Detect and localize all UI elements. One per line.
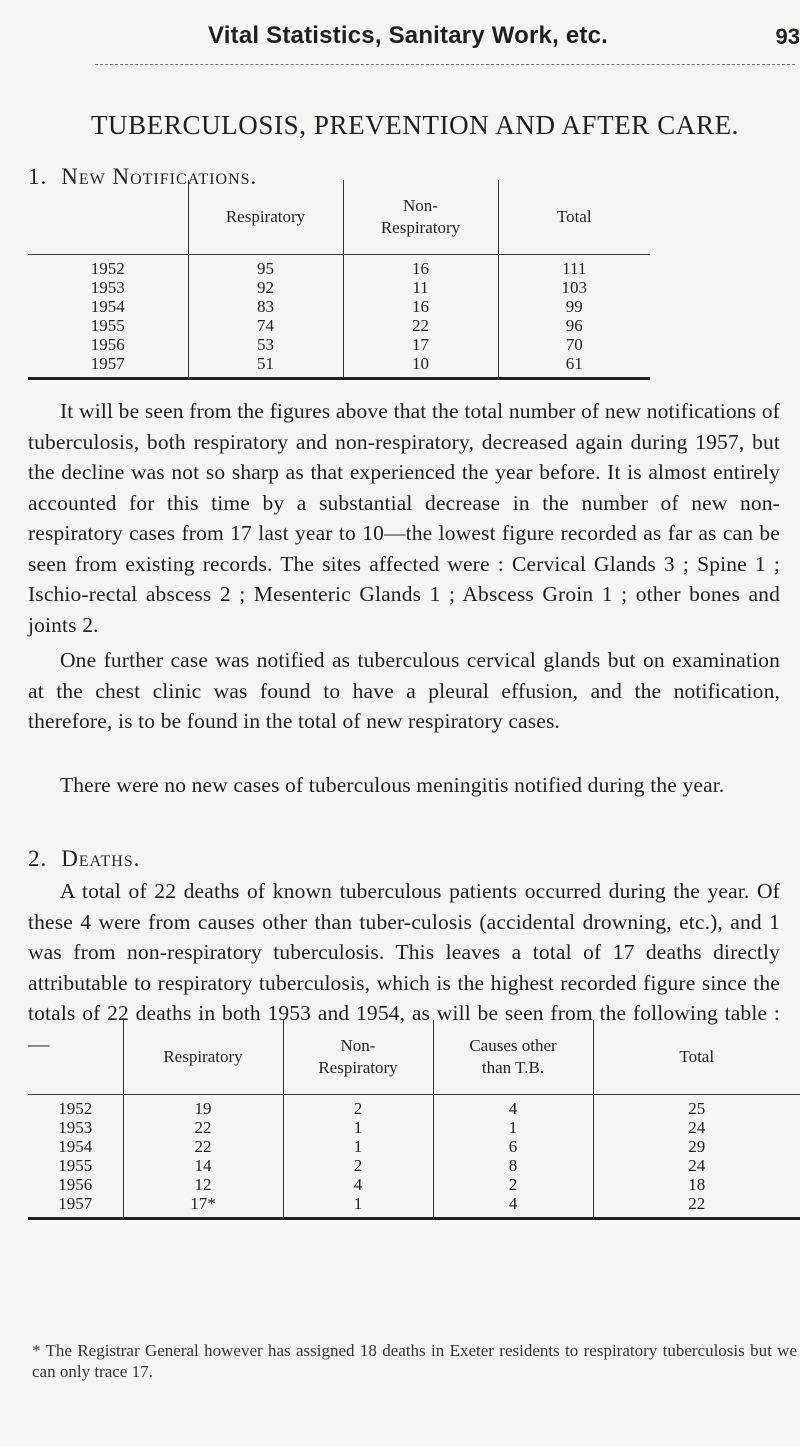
column-header [188, 180, 343, 255]
other-causes-cell: 1 [433, 1118, 593, 1137]
table-row [28, 354, 650, 379]
table-header-row [28, 180, 650, 255]
non-respiratory-cell: 22 [343, 316, 498, 335]
column-header [433, 1020, 593, 1095]
year-cell: 1954 [90, 297, 125, 316]
year-cell: 1956 [90, 335, 125, 354]
column-header [593, 1020, 800, 1095]
table-row [28, 1137, 800, 1156]
header-label: Causes other than T.B. [469, 1036, 557, 1077]
total-cell: 24 [593, 1156, 800, 1175]
column-header [343, 180, 498, 255]
header-label: Respiratory [163, 1047, 243, 1066]
section-heading-deaths [28, 846, 140, 872]
table-row [28, 316, 650, 335]
column-header [28, 180, 188, 255]
footnote: * The Registrar General however has assigned 18 deaths in Exeter residents to respiratory tuberculosis but we can only trace 17. [32, 1341, 797, 1381]
header-label: Respiratory [225, 207, 306, 226]
table-row [28, 1175, 800, 1194]
header-rule [95, 64, 795, 65]
non-respiratory-cell: 16 [343, 297, 498, 316]
table-row [28, 297, 650, 316]
respiratory-cell: 22 [123, 1137, 283, 1156]
respiratory-cell: 14 [123, 1156, 283, 1175]
table-row [28, 1156, 800, 1175]
total-cell: 29 [593, 1137, 800, 1156]
total-cell: 22 [593, 1194, 800, 1219]
header-label: Non- Respiratory [380, 196, 461, 237]
other-causes-cell: 8 [433, 1156, 593, 1175]
paragraph-meningitis [28, 770, 780, 801]
non-respiratory-cell: 17 [343, 335, 498, 354]
year-cell: 1953 [90, 278, 125, 297]
total-cell: 18 [593, 1175, 800, 1194]
other-causes-cell: 2 [433, 1175, 593, 1194]
year-cell: 1953 [58, 1118, 93, 1137]
year-cell: 1957 [28, 1194, 123, 1219]
respiratory-cell: 12 [123, 1175, 283, 1194]
non-respiratory-cell: 1 [283, 1137, 433, 1156]
non-respiratory-cell: 2 [283, 1095, 433, 1119]
non-respiratory-cell: 10 [343, 354, 498, 379]
respiratory-cell: 22 [123, 1118, 283, 1137]
year-cell: 1956 [58, 1175, 93, 1194]
header-label: Total [556, 207, 592, 226]
paragraph-text: One further case was notified as tuberculous cervical glands but on examination at the chest clinic was found to have a pleural effusion, and the notification, therefore, is to be found in the total of new respiratory cases. [28, 648, 780, 733]
non-respiratory-cell: 2 [283, 1156, 433, 1175]
section-title: New Notifications. [61, 164, 258, 189]
total-cell: 103 [498, 278, 650, 297]
table-row [28, 1095, 800, 1119]
respiratory-cell: 83 [188, 297, 343, 316]
respiratory-cell: 19 [123, 1095, 283, 1119]
table-header-row [28, 1020, 800, 1095]
notifications-table [28, 180, 650, 380]
respiratory-cell: 53 [188, 335, 343, 354]
total-cell: 61 [498, 354, 650, 379]
table-row [28, 1194, 800, 1219]
section-title: Deaths. [61, 846, 141, 871]
non-respiratory-cell: 11 [343, 278, 498, 297]
table-row [28, 278, 650, 297]
table-row [28, 335, 650, 354]
running-title: Vital Statistics, Sanitary Work, etc. [208, 22, 609, 49]
year-cell: 1955 [58, 1156, 93, 1175]
year-cell: 1952 [90, 259, 125, 278]
running-header [100, 22, 800, 62]
total-cell: 24 [593, 1118, 800, 1137]
paragraph-cervical-glands [28, 645, 780, 737]
year-cell: 1952 [58, 1099, 93, 1118]
page-title: TUBERCULOSIS, PREVENTION AND AFTER CARE. [90, 110, 740, 140]
column-header [283, 1020, 433, 1095]
other-causes-cell: 4 [433, 1194, 593, 1219]
total-cell: 25 [593, 1095, 800, 1119]
paragraph-notifications-summary [28, 396, 780, 640]
other-causes-cell: 6 [433, 1137, 593, 1156]
paragraph-text: It will be seen from the figures above that the total number of new notifications of tuberculosis, both respiratory and non-respiratory, decreased again during 1957, but the decline was not so sharp as that experienced the year before. It is almost entirely accounted for this time by a substantial decrease in the number of new non-respiratory cases from 17 last year to 10—the lowest figure recorded as far as can be seen from existing records. The sites affected were : Cervical Glands 3 ; Spine 1 ; Ischio-rectal abscess 2 ; Mesenteric Glands 1 ; Abscess Groin 1 ; other bones and joints 2. [28, 399, 780, 637]
column-header [28, 1020, 123, 1095]
non-respiratory-cell: 1 [283, 1194, 433, 1219]
respiratory-cell: 92 [188, 278, 343, 297]
respiratory-cell: 95 [188, 255, 343, 279]
total-cell: 99 [498, 297, 650, 316]
non-respiratory-cell: 16 [343, 255, 498, 279]
non-respiratory-cell: 4 [283, 1175, 433, 1194]
column-header [123, 1020, 283, 1095]
total-cell: 111 [498, 255, 650, 279]
non-respiratory-cell: 1 [283, 1118, 433, 1137]
header-label: Non- Respiratory [318, 1036, 398, 1077]
section-number: 2. [28, 846, 48, 871]
total-cell: 70 [498, 335, 650, 354]
column-header [498, 180, 650, 255]
paragraph-text: A total of 22 deaths of known tuberculous patients occurred during the year. Of these 4 were from causes other than tuber-culosis (accidental drowning, etc.), and 1 was from non-respiratory tuberculosis. This leaves a total of 17 deaths directly attributable to respiratory tuberculosis, which is the highest recorded figure since the totals of 22 deaths in both 1953 and 1954, as will be seen from the following table :— [28, 879, 780, 1056]
table-row [28, 255, 650, 279]
paragraph-text: There were no new cases of tuberculous meningitis notified during the year. [60, 773, 725, 797]
table-row [28, 1118, 800, 1137]
section-number: 1. [28, 164, 48, 189]
total-cell: 96 [498, 316, 650, 335]
respiratory-cell: 74 [188, 316, 343, 335]
year-cell: 1955 [90, 316, 125, 335]
deaths-table [28, 1020, 800, 1220]
year-cell: 1957 [28, 354, 188, 379]
header-label: Total [679, 1047, 715, 1066]
page-number: 93 [775, 24, 800, 49]
respiratory-cell: 51 [188, 354, 343, 379]
year-cell: 1954 [58, 1137, 93, 1156]
respiratory-cell: 17* [123, 1194, 283, 1219]
other-causes-cell: 4 [433, 1095, 593, 1119]
